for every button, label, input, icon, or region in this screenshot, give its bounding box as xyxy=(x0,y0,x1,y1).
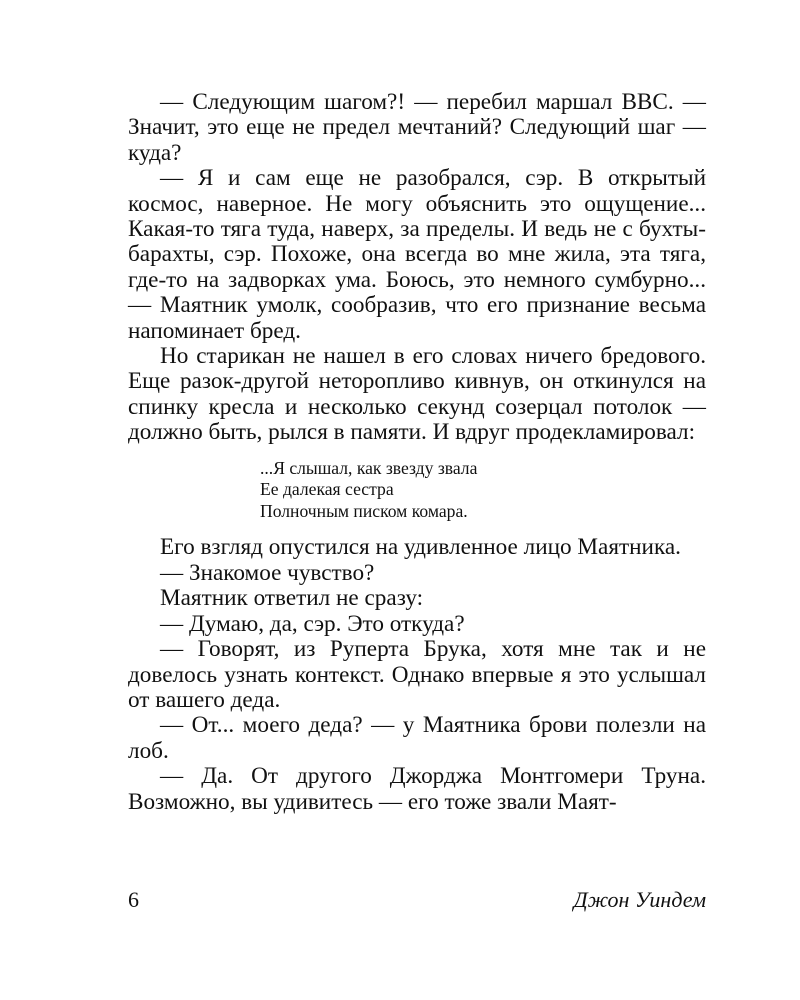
paragraph: Маятник ответил не сразу: xyxy=(160,585,424,612)
paragraph: — Говорят, из Руперта Брука, хотя мне так и не довелось узнать контекст. Однако впервые я это услышал от вашего деда. xyxy=(128,636,706,713)
paragraph: — Знакомое чувство? xyxy=(160,559,375,586)
poem-quote xyxy=(260,458,706,523)
paragraph: — Думаю, да, сэр. Это откуда? xyxy=(160,610,465,637)
poem-line: Ее далекая сестра xyxy=(260,479,394,500)
paragraph: — Я и сам еще не разобрался, сэр. В открытый космос, наверное. Не могу объяснить это ощущение... Какая-то тяга туда, наверх, за пределы. И ведь не с бухты-барахты, сэр. Похоже, она всегда во мне жила, эта тяга, где-то на задворках ума. Боюсь, это немного сумбурно... — Маятник умолк, сообразив, что его признание весьма напоминает бред. xyxy=(128,165,706,344)
paragraph: — Да. От другого Джорджа Монтгомери Труна. Возможно, вы удивитесь — его тоже звали Маят- xyxy=(128,763,706,815)
page-number: 6 xyxy=(128,887,139,912)
poem-line: Полночным писком комара. xyxy=(260,500,468,521)
poem-line: ...Я слышал, как звезду звала xyxy=(260,457,478,478)
paragraph: — От... моего деда? — у Маятника брови полезли на лоб. xyxy=(128,712,706,764)
paragraph: Его взгляд опустился на удивленное лицо Маятника. xyxy=(160,534,681,561)
paragraph: Но старикан не нашел в его словах ничего бредового. Еще разок-другой неторопливо кивнув, он откинулся на спинку кресла и несколько секунд созерцал потолок — должно быть, рылся в памяти. И вдруг продекламировал: xyxy=(128,343,706,446)
page-body xyxy=(128,90,706,815)
paragraph: — Следующим шагом?! — перебил маршал ВВС. — Значит, это еще не предел мечтаний? Следующий шаг — куда? xyxy=(128,89,706,166)
running-footer-author: Джон Уиндем xyxy=(573,887,706,912)
